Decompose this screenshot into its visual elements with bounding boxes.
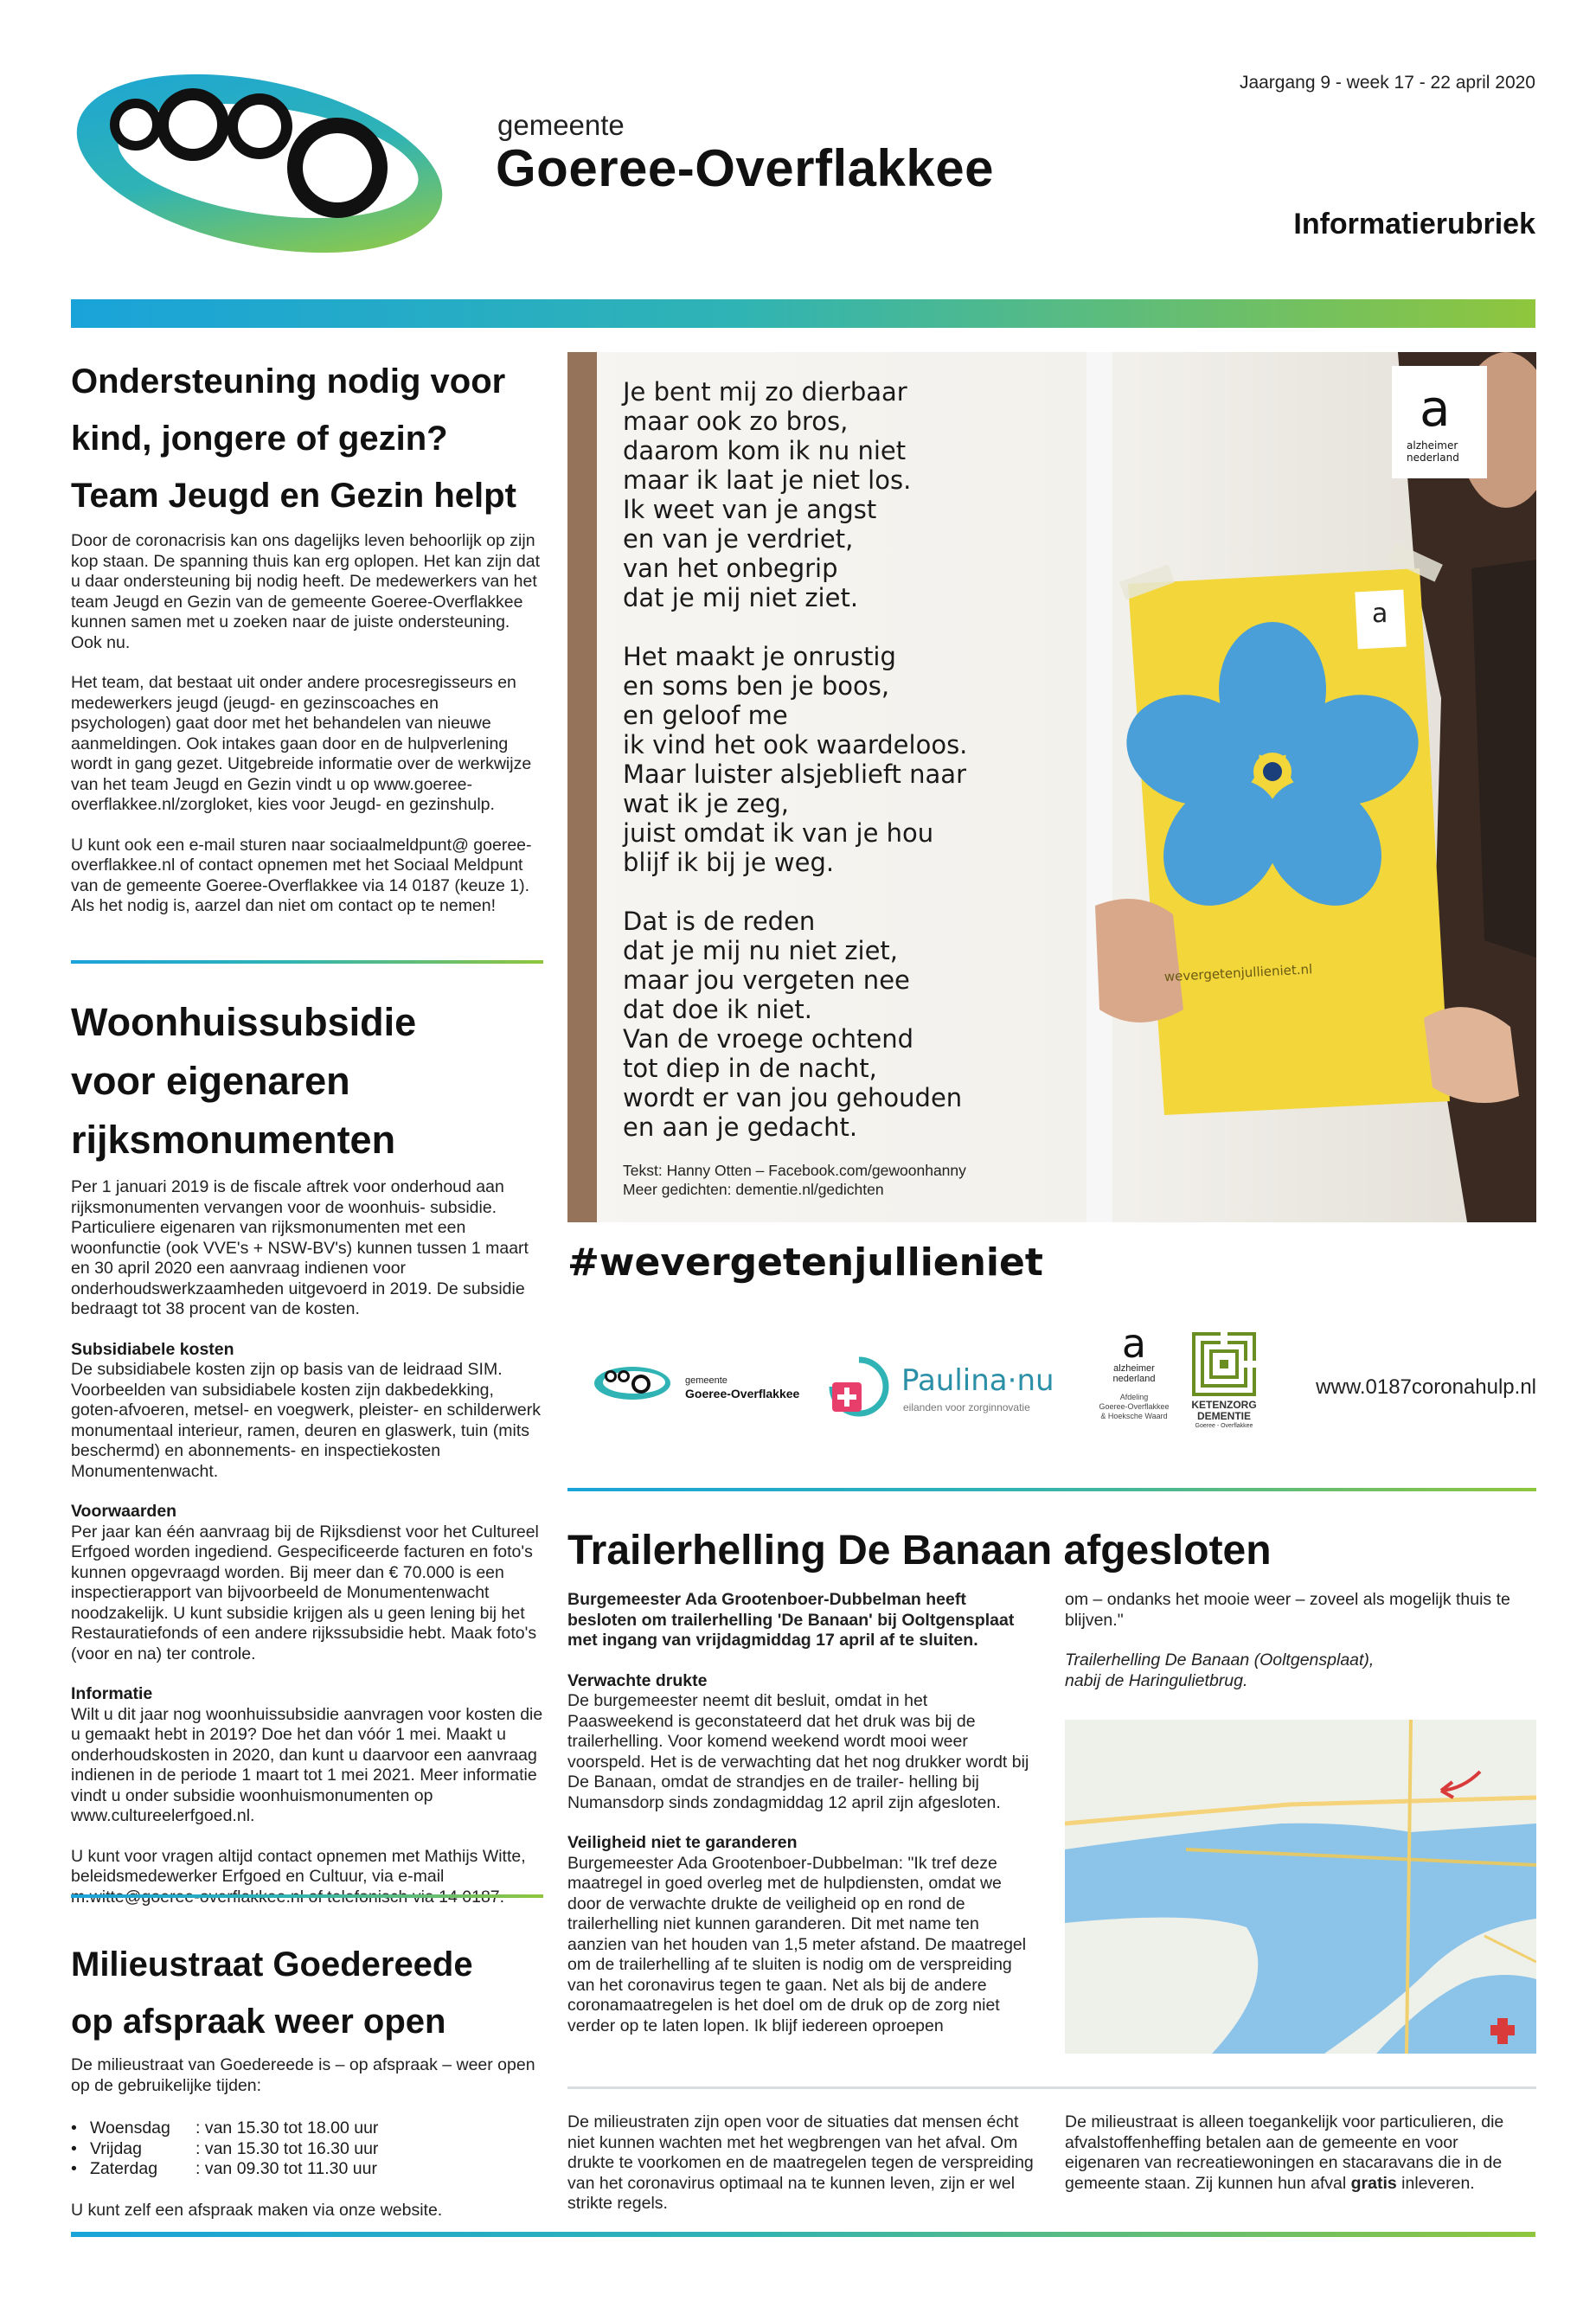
jeugd-paragraph: Door de coronacrisis kan ons dagelijks leven behoorlijk op zijn kop staan. De spanning thuis kan erg oplopen. Het kan zijn dat u daar ondersteuning bij nodig heeft. De medewerkers van het team Jeugd en Gezin van de gemeente Goeree-Overflakkee kunnen samen met u zoeken naar de juiste ondersteuning. Ook nu.: [71, 531, 541, 652]
woon-title-3: rijksmonumenten: [71, 1118, 396, 1162]
gemeente-logo-name: Goeree-Overflakkee: [685, 1387, 800, 1400]
jeugd-title-2: kind, jongere of gezin?: [71, 420, 448, 458]
woon-paragraph: Per 1 januari 2019 is de fiscale aftrek voor onderhoud aan rijksmonumenten vervangen voor de woonhuis- subsidie. Particuliere eigenaren van rijksmonumenten met een woonfunctie (ook VVE's + NSW-BV's) kunnen tussen 1 maart en 30 april 2020 een aanvraag indienen voor onderhoudswerkzaamheden uitgevoerd in 2019. De subsidie bedraagt tot 38 procent van de kosten.: [71, 1177, 529, 1318]
poem-stanza: [623, 642, 1142, 877]
alzheimer-line2: nederland: [1112, 1374, 1156, 1384]
poem-line: en aan je gedacht.: [623, 1112, 858, 1142]
schedule-day: Zaterdag: [90, 2159, 158, 2178]
ketenzorg-maze-icon: [1192, 1332, 1256, 1396]
poem-line: en geloof me: [623, 701, 788, 730]
partner-logos: [567, 1320, 1536, 1453]
milieu-title-1: Milieustraat Goedereede: [71, 1945, 473, 1984]
credit-line: Meer gedichten: dementie.nl/gedichten: [623, 1181, 884, 1198]
poem-line: maar ik laat je niet los.: [623, 465, 912, 495]
poem-line: dat doe ik niet.: [623, 995, 812, 1024]
paulina-sub: eilanden voor zorginnovatie: [903, 1401, 1030, 1413]
trailer-column-1: [567, 1590, 1035, 2036]
svg-text:a: a: [1372, 599, 1388, 629]
poem: [623, 377, 1142, 1142]
milieustraten-column-1: [567, 2112, 1035, 2214]
milieustraten-paragraph: De milieustraten zijn open voor de situaties dat mensen écht niet kunnen wachten met het wegbrengen van het afval. Om drukte te voorkomen en de maatregelen tegen de verspreiding van het coronavirus optimaal na te kunnen leven, zijn er wel strikte regels.: [567, 2112, 1034, 2213]
poster-logo-line1: alzheimer: [1407, 439, 1458, 452]
woon-title-1: Woonhuissubsidie: [71, 1000, 417, 1044]
section-divider: [567, 2086, 1536, 2089]
gemeente-logo-small: gemeente: [685, 1375, 727, 1386]
woon-subheading: Informatie: [71, 1684, 153, 1703]
milieu-article-body: [71, 2055, 543, 2221]
trailer-paragraph: De burgemeester neemt dit besluit, omdat in het Paasweekend is geconstateerd dat het druk was bij de trailerhelling. Voor komend weekend wordt mooi weer voorspeld. Het is de verwachting dat het nog drukker wordt bij De Banaan, omdat de strandjes en de trailer- helling bij Numansdorp sinds zondagmiddag 12 april zijn afgesloten.: [567, 1691, 1029, 1812]
schedule-bullet: •: [71, 2138, 77, 2158]
poem-line: blijf ik bij je weg.: [623, 848, 835, 877]
poem-line: Ik weet van je angst: [623, 495, 877, 524]
coronahulp-link[interactable]: www.0187coronahulp.nl: [1316, 1375, 1536, 1399]
ketenzorg-line2: DEMENTIE: [1196, 1410, 1251, 1422]
brand-name: Goeree-Overflakkee: [496, 139, 995, 197]
section-divider: [567, 1488, 1536, 1491]
trailer-subheading: Verwachte drukte: [567, 1670, 708, 1690]
schedule-bullet: •: [71, 2159, 77, 2178]
poster-logo-line2: nederland: [1407, 452, 1459, 464]
map-caption-line2: nabij de Haringulietbrug.: [1065, 1670, 1248, 1690]
trailer-paragraph: om – ondanks het mooie weer – zoveel als mogelijk thuis te blijven.": [1065, 1590, 1510, 1630]
alzheimer-line1: alzheimer: [1113, 1363, 1155, 1374]
schedule-time: : van 15.30 tot 18.00 uur: [195, 2118, 379, 2138]
poem-line: van het onbegrip: [623, 554, 838, 583]
schedule-time: : van 09.30 tot 11.30 uur: [195, 2159, 377, 2178]
woon-heading: [71, 993, 543, 1170]
woon-subheading: Subsidiabele kosten: [71, 1339, 234, 1359]
alzheimer-afd1: Afdeling: [1119, 1393, 1149, 1401]
milieu-paragraph: U kunt zelf een afspraak maken via onze website.: [71, 2200, 443, 2220]
woon-article-body: [71, 1177, 543, 1907]
section-divider: [71, 960, 543, 964]
schedule-bullet: •: [71, 2118, 77, 2138]
poem-line: Dat is de reden: [623, 907, 816, 936]
alzheimer-afd3: & Hoeksche Waard: [1100, 1412, 1168, 1420]
alzheimer-logo-letter: a: [1121, 1320, 1147, 1367]
alzheimer-logo: [1091, 1320, 1177, 1421]
poem-line: Maar luister alsjeblieft naar: [623, 760, 966, 789]
schedule-day: Woensdag: [90, 2118, 170, 2138]
ketenzorg-logo-text: [1187, 1400, 1261, 1430]
issue-date: Jaargang 9 - week 17 - 22 april 2020: [1239, 73, 1535, 93]
milieustraten-paragraph: [1065, 2112, 1536, 2194]
poem-stanza: [623, 377, 1142, 612]
trailer-heading: Trailerhelling De Banaan afgesloten: [567, 1528, 1272, 1574]
milieu-heading: [71, 1936, 543, 2050]
poem-line: wat ik je zeg,: [623, 789, 789, 818]
woon-paragraph: U kunt voor vragen altijd contact opnemen met Mathijs Witte, beleidsmedewerker Erfgoed en Cultuur, via e-mail: [71, 1846, 526, 1886]
poem-line: dat je mij niet ziet.: [623, 583, 859, 612]
milieustraten-text: inleveren.: [1396, 2173, 1475, 2193]
milieustraten-bold: gratis: [1350, 2173, 1397, 2193]
jeugd-paragraph: Het team, dat bestaat uit onder andere procesregisseurs en medewerkers jeugd (jeugd- en gezinscoaches en psychologen) gaat door met het behandelen van nieuwe aanmeldingen. Ook intakes gaan door en de hulpverlening wordt in gang gezet. Uitgebreide informatie over de werkwijze van het team Jeugd en Gezin vindt u op www.goeree-overflakkee.nl/zorgloket, kies voor Jeugd- en gezinshulp.: [71, 673, 532, 814]
poem-line: daarom kom ik nu niet: [623, 436, 907, 465]
poem-line: Het maakt je onrustig: [623, 642, 896, 671]
poem-line: maar jou vergeten nee: [623, 965, 910, 995]
poem-credit: [623, 1161, 966, 1199]
woon-title-2: voor eigenaren: [71, 1059, 350, 1103]
trailer-column-2: [1065, 1590, 1536, 1691]
section-label: Informatierubriek: [1293, 208, 1535, 240]
milieustraten-column-2: [1065, 2112, 1536, 2194]
woon-paragraph: De subsidiabele kosten zijn op basis van de leidraad SIM. Voorbeelden van subsidiabele kosten zijn dakbedekking, goten-afvoeren, metsel- en voegwerk, pleister- en schilderwerk monumentaal interieur, ramen, deuren en glaswerk, tuin (mits beschermd) en abonnements- en inspectiekosten Monumentenwacht.: [71, 1360, 542, 1481]
poem-line: en soms ben je boos,: [623, 671, 890, 701]
poem-line: wordt er van jou gehouden: [623, 1083, 963, 1112]
masthead-logo: [69, 73, 450, 254]
campaign-hashtag: #wevergetenjullieniet: [567, 1240, 1043, 1285]
trailer-paragraph: Burgemeester Ada Grootenboer-Dubbelman: "Ik tref deze maatregel in goed overleg met de hulpdiensten, omdat we door de verwachte drukte de veiligheid op en rond de trailerhelling niet kunnen garanderen. Dit met name ten aanzien van het houden van 1,5 meter afstand. De maatregel om de trailerhelling af te sluiten is nodig om de verspreiding van het coronavirus tegen te gaan. Net als bij de andere coronamaatregelen is het doel om de druk op de zorg niet verder op te laten lopen. Ik blijf iedereen oproepen: [567, 1853, 1027, 2035]
jeugd-paragraph: U kunt ook een e-mail sturen naar sociaalmeldpunt@ goeree-overflakkee.nl of contact opnemen met het Sociaal Meldpunt van de gemeente Goeree-Overflakkee via 14 0187 (keuze 1). Als het nodig is, aarzel dan niet om contact op te nemen!: [71, 835, 532, 915]
paulina-logo-icon: [829, 1356, 889, 1417]
milieu-paragraph: De milieustraat van Goedereede is – op afspraak – weer open op de gebruikelijke tijden:: [71, 2055, 535, 2095]
credit-line: Tekst: Hanny Otten – Facebook.com/gewoonhanny: [623, 1162, 966, 1179]
jeugd-article-body: [71, 531, 543, 917]
woon-subheading: Voorwaarden: [71, 1502, 177, 1521]
header-gradient-bar: [71, 299, 1535, 328]
trailer-intro: Burgemeester Ada Grootenboer-Dubbelman heeft besloten om trailerhelling 'De Banaan' bij Ooltgensplaat met ingang van vrijdagmiddag 17 april af te sluiten.: [567, 1590, 1015, 1650]
milieustraten-text: De milieustraat is alleen toegankelijk voor particulieren, die afvalstoffenheffing betalen aan de gemeente en voor eigenaren van recreatiewoningen en stacaravans die in de gemeente staan. Zij kunnen hun afval: [1065, 2112, 1504, 2193]
jeugd-heading: [71, 353, 543, 524]
poster-sign-url: wevergetenjullieniet.nl: [1163, 961, 1313, 985]
poem-line: ik vind het ook waardeloos.: [623, 730, 968, 760]
woon-paragraph: Wilt u dit jaar nog woonhuissubsidie aanvragen voor kosten die u gemaakt hebt in 2019? Doe het dan vóór 1 mei. Maakt u onderhoudskosten in 2020, dan kunt u daarvoor een aanvraag indienen in de periode 1 maart tot 1 mei 2021. Meer informatie vindt u onder subsidie woonhuismonumenten op www.cultureelerfgoed.nl.: [71, 1704, 543, 1825]
poem-stanza: [623, 907, 1142, 1142]
jeugd-title-1: Ondersteuning nodig voor: [71, 362, 506, 401]
section-divider: [71, 1894, 543, 1898]
poem-line: Van de vroege ochtend: [623, 1024, 913, 1054]
poem-line: juist omdat ik van je hou: [623, 818, 934, 848]
map-caption-line1: Trailerhelling De Banaan (Ooltgensplaat),: [1065, 1650, 1375, 1670]
jeugd-title-3: Team Jeugd en Gezin helpt: [71, 477, 516, 515]
poem-line: maar ook zo bros,: [623, 407, 849, 436]
location-map: [1065, 1720, 1536, 2054]
milieu-title-2: op afspraak weer open: [71, 2003, 446, 2041]
opening-schedule: [71, 2118, 543, 2180]
ketenzorg-line3: Goeree - Overflakkee: [1195, 1423, 1253, 1429]
gemeente-logo-icon: [593, 1365, 671, 1401]
ketenzorg-line1: KETENZORG: [1191, 1399, 1257, 1411]
paulina-name: Paulina·nu: [901, 1363, 1054, 1398]
poem-line: Je bent mij zo dierbaar: [623, 377, 907, 407]
poem-line: dat je mij nu niet ziet,: [623, 936, 899, 965]
schedule-time: : van 15.30 tot 16.30 uur: [195, 2138, 379, 2158]
poem-line: en van je verdriet,: [623, 524, 854, 554]
poem-line: tot diep in de nacht,: [623, 1054, 877, 1083]
brand-gemeente: gemeente: [497, 109, 625, 141]
footer-gradient-bar: [71, 2232, 1535, 2237]
trailer-subheading: Veiligheid niet te garanderen: [567, 1833, 798, 1852]
woon-paragraph: Per jaar kan één aanvraag bij de Rijksdienst voor het Cultureel Erfgoed worden ingediend. Gespecificeerde facturen en foto's kunnen opgevraagd worden. Bij meer dan € 70.000 is een inspectierapport van bijvoorbeeld de Monumentenwacht noodzakelijk. U kunt subsidie krijgen als u geen lening bij het Restauratiefonds of een andere rijkssubsidie hebt. Maak foto's (voor en na) ter controle.: [71, 1522, 539, 1663]
alzheimer-afd2: Goeree-Overflakkee: [1099, 1402, 1170, 1411]
map-caption: [1065, 1650, 1536, 1691]
schedule-day: Vrijdag: [90, 2138, 142, 2158]
poster-logo-letter: a: [1420, 379, 1451, 438]
